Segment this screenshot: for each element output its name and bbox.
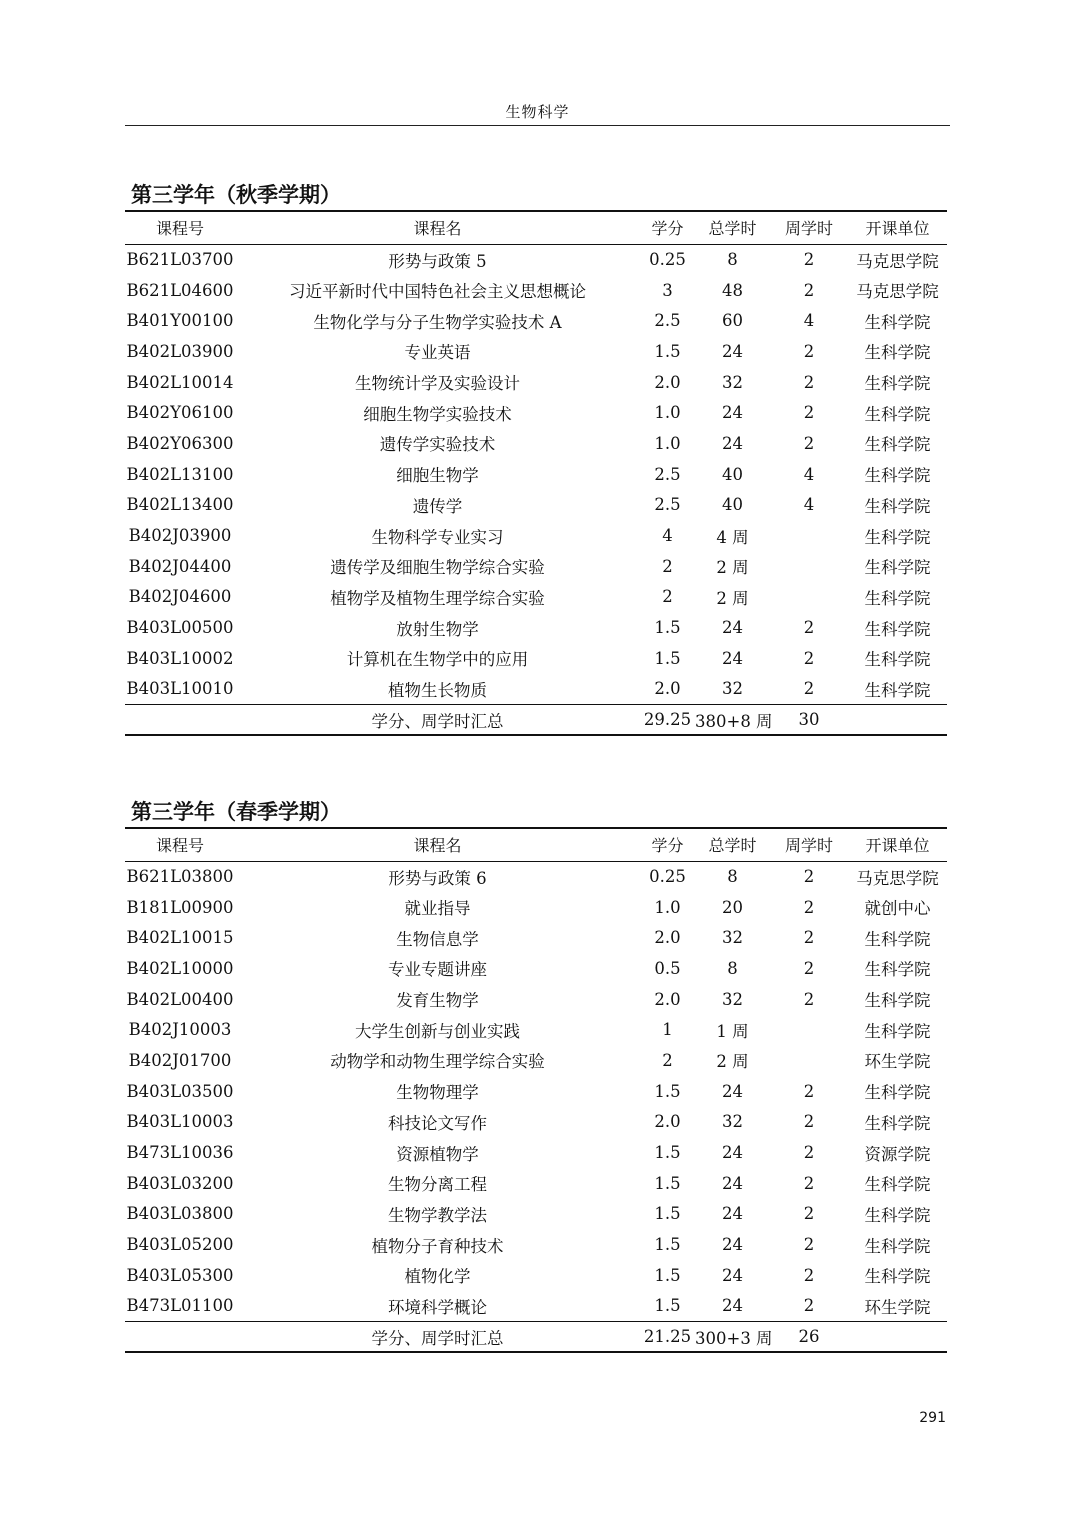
weekly-hours-cell — [770, 1014, 848, 1045]
table-row — [125, 892, 947, 923]
col-header-credits: 学分 — [640, 211, 695, 244]
course-name-cell: 遗传学实验技术 — [379, 435, 496, 455]
department-cell: 生科学院 — [864, 1175, 931, 1195]
total-hours-cell: 24 — [722, 403, 743, 423]
course-code-cell: B402J01700 — [128, 1050, 232, 1070]
credits-cell: 1.0 — [654, 403, 681, 423]
col-header-code: 课程号 — [125, 828, 235, 861]
spring-course-table — [125, 827, 947, 1353]
department-cell: 生科学院 — [864, 374, 931, 394]
credits-cell: 2.5 — [654, 464, 681, 484]
department-cell: 生科学院 — [864, 343, 931, 363]
credits-cell: 1.5 — [654, 648, 681, 668]
course-code-cell: B402J10003 — [128, 1020, 232, 1040]
table-row — [125, 336, 947, 367]
total-hours-cell: 24 — [722, 1235, 743, 1255]
credits-cell: 2.0 — [654, 989, 681, 1009]
table-row — [125, 582, 947, 613]
credits-cell: 2.0 — [654, 928, 681, 948]
department-cell: 环生学院 — [864, 1052, 931, 1072]
course-code-cell: B403L05200 — [126, 1235, 234, 1255]
course-code-cell: B403L00500 — [126, 618, 234, 638]
course-name-cell: 就业指导 — [404, 899, 471, 919]
total-hours-cell: 24 — [722, 1173, 743, 1193]
course-code-cell: B403L10003 — [126, 1112, 234, 1132]
spring-table-body — [125, 861, 947, 1352]
course-code-cell: B621L03800 — [126, 867, 234, 887]
autumn-section — [125, 180, 947, 736]
course-code-cell: B402Y06300 — [126, 433, 234, 453]
department-cell: 生科学院 — [864, 619, 931, 639]
course-name-cell: 专业英语 — [404, 343, 471, 363]
col-header-code: 课程号 — [125, 211, 235, 244]
department-cell: 马克思学院 — [856, 868, 939, 888]
department-cell: 资源学院 — [864, 1144, 931, 1164]
course-name-cell: 植物分子育种技术 — [371, 1236, 504, 1256]
department-cell: 就创中心 — [864, 899, 931, 919]
table-row — [125, 551, 947, 582]
credits-cell: 1.0 — [654, 433, 681, 453]
course-code-cell: B402J04400 — [128, 556, 232, 576]
course-name-cell: 发育生物学 — [396, 991, 479, 1011]
summary-spacer — [848, 704, 947, 735]
total-hours-cell: 32 — [722, 1112, 743, 1132]
weekly-hours-cell: 2 — [803, 928, 815, 948]
course-name-cell: 计算机在生物学中的应用 — [346, 650, 529, 670]
course-name-cell: 专业专题讲座 — [388, 960, 487, 980]
credits-cell: 2.5 — [654, 495, 681, 515]
department-cell: 生科学院 — [864, 991, 931, 1011]
table-row — [125, 861, 947, 892]
department-cell: 生科学院 — [864, 527, 931, 547]
credits-cell: 1.5 — [654, 1173, 681, 1193]
summary-label: 学分、周学时汇总 — [235, 1321, 640, 1352]
summary-total-hours: 380+8 周 — [695, 704, 770, 735]
credits-cell: 3 — [662, 280, 673, 300]
course-name-cell: 细胞生物学 — [396, 466, 479, 486]
table-row — [125, 1260, 947, 1291]
credits-cell: 2.0 — [654, 1112, 681, 1132]
course-code-cell: B402L10014 — [126, 372, 234, 392]
department-cell: 马克思学院 — [856, 251, 939, 271]
credits-cell: 2.5 — [654, 311, 681, 331]
table-row — [125, 520, 947, 551]
summary-spacer — [848, 1321, 947, 1352]
department-cell: 生科学院 — [864, 312, 931, 332]
department-cell: 生科学院 — [864, 1236, 931, 1256]
course-code-cell: B402L10000 — [126, 958, 234, 978]
col-header-department: 开课单位 — [848, 828, 947, 861]
credits-cell: 1.5 — [654, 1204, 681, 1224]
summary-label: 学分、周学时汇总 — [235, 704, 640, 735]
total-hours-cell: 48 — [722, 280, 743, 300]
table-row — [125, 674, 947, 705]
course-name-cell: 植物化学 — [404, 1267, 471, 1287]
total-hours-cell: 32 — [722, 989, 743, 1009]
weekly-hours-cell: 2 — [803, 897, 815, 917]
weekly-hours-cell: 2 — [803, 341, 815, 361]
weekly-hours-cell: 2 — [803, 1081, 815, 1101]
total-hours-cell: 20 — [722, 897, 743, 917]
total-hours-cell: 24 — [722, 341, 743, 361]
department-cell: 生科学院 — [864, 1267, 931, 1287]
course-code-cell: B402L13100 — [126, 464, 234, 484]
total-hours-cell: 32 — [722, 928, 743, 948]
course-code-cell: B402Y06100 — [126, 403, 234, 423]
course-name-cell: 资源植物学 — [396, 1144, 479, 1164]
table-row — [125, 428, 947, 459]
summary-credits: 29.25 — [640, 704, 695, 735]
table-row — [125, 490, 947, 521]
credits-cell: 1.0 — [654, 897, 681, 917]
table-row — [125, 1199, 947, 1230]
running-header: 生物科学 — [505, 103, 570, 121]
weekly-hours-cell: 2 — [803, 679, 815, 699]
total-hours-cell: 24 — [722, 1143, 743, 1163]
col-header-name: 课程名 — [235, 828, 640, 861]
table-header-row — [125, 828, 947, 861]
credits-cell: 1.5 — [654, 618, 681, 638]
summary-spacer — [125, 1321, 235, 1352]
table-row — [125, 305, 947, 336]
table-row — [125, 1107, 947, 1138]
course-code-cell: B403L10010 — [126, 679, 234, 699]
total-hours-cell: 1 周 — [716, 1021, 749, 1041]
course-code-cell: B621L03700 — [126, 250, 234, 270]
page-number: 291 — [919, 1410, 946, 1426]
course-code-cell: B403L05300 — [126, 1265, 234, 1285]
summary-row — [125, 704, 947, 735]
course-name-cell: 习近平新时代中国特色社会主义思想概论 — [289, 282, 586, 302]
table-row — [125, 1168, 947, 1199]
table-row — [125, 1076, 947, 1107]
course-name-cell: 生物化学与分子生物学实验技术 A — [313, 312, 562, 332]
department-cell: 生科学院 — [864, 558, 931, 578]
total-hours-cell: 24 — [722, 618, 743, 638]
spring-section — [125, 797, 947, 1353]
table-row — [125, 953, 947, 984]
col-header-credits: 学分 — [640, 828, 695, 861]
credits-cell: 1.5 — [654, 1265, 681, 1285]
summary-credits: 21.25 — [640, 1321, 695, 1352]
weekly-hours-cell: 4 — [803, 464, 815, 484]
weekly-hours-cell: 2 — [803, 280, 815, 300]
course-name-cell: 生物学教学法 — [388, 1205, 487, 1225]
credits-cell: 1.5 — [654, 1235, 681, 1255]
course-code-cell: B402J03900 — [128, 526, 232, 546]
course-code-cell: B402J04600 — [128, 587, 232, 607]
credits-cell: 1 — [662, 1020, 673, 1040]
total-hours-cell: 24 — [722, 1081, 743, 1101]
credits-cell: 2 — [662, 587, 673, 607]
col-header-weekly-hours: 周学时 — [770, 828, 848, 861]
total-hours-cell: 40 — [722, 495, 743, 515]
department-cell: 生科学院 — [864, 466, 931, 486]
weekly-hours-cell: 2 — [803, 1173, 815, 1193]
table-row — [125, 1229, 947, 1260]
table-row — [125, 1045, 947, 1076]
credits-cell: 1.5 — [654, 1081, 681, 1101]
total-hours-cell: 8 — [727, 958, 738, 978]
total-hours-cell: 24 — [722, 1296, 743, 1316]
department-cell: 马克思学院 — [856, 282, 939, 302]
course-code-cell: B181L00900 — [126, 897, 234, 917]
course-name-cell: 科技论文写作 — [388, 1113, 487, 1133]
course-name-cell: 细胞生物学实验技术 — [363, 404, 512, 424]
course-code-cell: B403L10002 — [126, 648, 234, 668]
department-cell: 环生学院 — [864, 1297, 931, 1317]
weekly-hours-cell: 2 — [803, 1204, 815, 1224]
table-row — [125, 922, 947, 953]
weekly-hours-cell — [770, 582, 848, 613]
total-hours-cell: 4 周 — [716, 527, 749, 547]
department-cell: 生科学院 — [864, 1083, 931, 1103]
course-name-cell: 形势与政策 5 — [388, 251, 487, 271]
weekly-hours-cell: 2 — [803, 648, 815, 668]
total-hours-cell: 24 — [722, 433, 743, 453]
course-code-cell: B403L03200 — [126, 1173, 234, 1193]
weekly-hours-cell: 2 — [803, 1143, 815, 1163]
autumn-section-title: 第三学年（秋季学期） — [131, 183, 341, 207]
table-row — [125, 1137, 947, 1168]
table-row — [125, 275, 947, 306]
course-code-cell: B402L03900 — [126, 341, 234, 361]
course-name-cell: 生物分离工程 — [388, 1175, 487, 1195]
department-cell: 生科学院 — [864, 404, 931, 424]
department-cell: 生科学院 — [864, 929, 931, 949]
department-cell: 生科学院 — [864, 650, 931, 670]
weekly-hours-cell: 2 — [803, 1112, 815, 1132]
table-row — [125, 1291, 947, 1322]
credits-cell: 2 — [662, 1050, 673, 1070]
total-hours-cell: 32 — [722, 679, 743, 699]
credits-cell: 0.25 — [649, 867, 686, 887]
summary-row — [125, 1321, 947, 1352]
col-header-total-hours: 总学时 — [695, 211, 770, 244]
course-name-cell: 遗传学 — [412, 496, 463, 516]
credits-cell: 1.5 — [654, 1143, 681, 1163]
department-cell: 生科学院 — [864, 680, 931, 700]
course-code-cell: B402L13400 — [126, 495, 234, 515]
total-hours-cell: 8 — [727, 250, 738, 270]
total-hours-cell: 8 — [727, 867, 738, 887]
course-code-cell: B403L03500 — [126, 1081, 234, 1101]
weekly-hours-cell: 2 — [803, 958, 815, 978]
course-code-cell: B403L03800 — [126, 1204, 234, 1224]
table-row — [125, 643, 947, 674]
course-code-cell: B621L04600 — [126, 280, 234, 300]
summary-weekly-hours: 26 — [770, 1321, 848, 1352]
weekly-hours-cell — [770, 520, 848, 551]
department-cell: 生科学院 — [864, 435, 931, 455]
table-row — [125, 612, 947, 643]
department-cell: 生科学院 — [864, 1205, 931, 1225]
weekly-hours-cell: 2 — [803, 867, 815, 887]
course-name-cell: 遗传学及细胞生物学综合实验 — [330, 558, 545, 578]
weekly-hours-cell: 2 — [803, 250, 815, 270]
total-hours-cell: 2 周 — [716, 1052, 749, 1072]
department-cell: 生科学院 — [864, 588, 931, 608]
weekly-hours-cell: 2 — [803, 618, 815, 638]
weekly-hours-cell: 2 — [803, 433, 815, 453]
header-rule — [125, 125, 950, 126]
total-hours-cell: 2 周 — [716, 588, 749, 608]
weekly-hours-cell: 2 — [803, 989, 815, 1009]
table-row — [125, 459, 947, 490]
course-code-cell: B402L00400 — [126, 989, 234, 1009]
autumn-course-table — [125, 210, 947, 736]
course-name-cell: 形势与政策 6 — [388, 868, 487, 888]
weekly-hours-cell: 2 — [803, 372, 815, 392]
course-name-cell: 植物生长物质 — [388, 680, 487, 700]
summary-spacer — [125, 704, 235, 735]
course-name-cell: 环境科学概论 — [388, 1297, 487, 1317]
credits-cell: 1.5 — [654, 341, 681, 361]
credits-cell: 2.0 — [654, 372, 681, 392]
credits-cell: 2 — [662, 556, 673, 576]
col-header-weekly-hours: 周学时 — [770, 211, 848, 244]
total-hours-cell: 24 — [722, 1204, 743, 1224]
credits-cell: 1.5 — [654, 1296, 681, 1316]
total-hours-cell: 24 — [722, 1265, 743, 1285]
table-header-row — [125, 211, 947, 244]
autumn-table-body — [125, 244, 947, 735]
department-cell: 生科学院 — [864, 960, 931, 980]
weekly-hours-cell: 2 — [803, 1296, 815, 1316]
course-name-cell: 放射生物学 — [396, 619, 479, 639]
weekly-hours-cell — [770, 551, 848, 582]
weekly-hours-cell: 2 — [803, 1235, 815, 1255]
table-row — [125, 244, 947, 275]
total-hours-cell: 32 — [722, 372, 743, 392]
col-header-department: 开课单位 — [848, 211, 947, 244]
course-name-cell: 生物统计学及实验设计 — [355, 374, 520, 394]
table-row — [125, 397, 947, 428]
total-hours-cell: 2 周 — [716, 558, 749, 578]
summary-weekly-hours: 30 — [770, 704, 848, 735]
spring-section-title: 第三学年（春季学期） — [131, 800, 341, 824]
total-hours-cell: 60 — [722, 311, 743, 331]
course-name-cell: 生物信息学 — [396, 929, 479, 949]
department-cell: 生科学院 — [864, 1021, 931, 1041]
total-hours-cell: 40 — [722, 464, 743, 484]
col-header-name: 课程名 — [235, 211, 640, 244]
summary-total-hours: 300+3 周 — [695, 1321, 770, 1352]
table-row — [125, 984, 947, 1015]
course-name-cell: 动物学和动物生理学综合实验 — [330, 1052, 545, 1072]
weekly-hours-cell: 2 — [803, 1265, 815, 1285]
department-cell: 生科学院 — [864, 496, 931, 516]
table-row — [125, 1014, 947, 1045]
col-header-total-hours: 总学时 — [695, 828, 770, 861]
weekly-hours-cell: 4 — [803, 311, 815, 331]
course-code-cell: B473L10036 — [126, 1143, 234, 1163]
credits-cell: 4 — [662, 526, 673, 546]
course-name-cell: 生物物理学 — [396, 1083, 479, 1103]
table-row — [125, 367, 947, 398]
course-code-cell: B473L01100 — [126, 1296, 234, 1316]
department-cell: 生科学院 — [864, 1113, 931, 1133]
course-name-cell: 植物学及植物生理学综合实验 — [330, 588, 545, 608]
weekly-hours-cell — [770, 1045, 848, 1076]
total-hours-cell: 24 — [722, 648, 743, 668]
weekly-hours-cell: 4 — [803, 495, 815, 515]
course-name-cell: 大学生创新与创业实践 — [355, 1021, 520, 1041]
credits-cell: 0.5 — [654, 958, 681, 978]
weekly-hours-cell: 2 — [803, 403, 815, 423]
credits-cell: 0.25 — [649, 250, 686, 270]
course-name-cell: 生物科学专业实习 — [371, 527, 504, 547]
credits-cell: 2.0 — [654, 679, 681, 699]
course-code-cell: B401Y00100 — [126, 311, 234, 331]
course-code-cell: B402L10015 — [126, 928, 234, 948]
